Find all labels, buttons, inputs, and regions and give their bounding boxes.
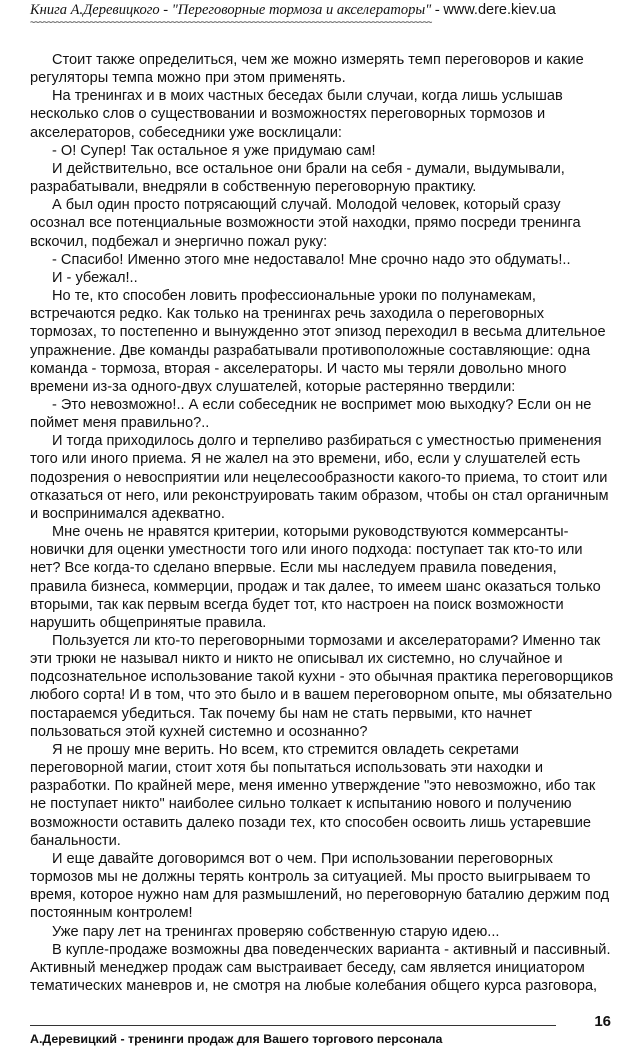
text-line: тормозах, то постепенно и вынужденно этот эпизод переходил в весьма длительное (30, 324, 606, 341)
text-line: подозрения о невосприятии или нецелесообразности какого-то приема, то стоит или (30, 469, 608, 486)
text-line: Пользуется ли кто-то переговорными тормозами и акселераторами? Именно так (52, 633, 601, 649)
text-line: подсознательное использование такой кухни - это обычная практика переговорщиков (30, 669, 614, 686)
text-line: правила бизнеса, коммерции, продаж и так далее, то имеем шанс оказаться только (30, 578, 601, 595)
text-line: банальности. (30, 832, 121, 849)
text-line: Стоит также определиться, чем же можно измерять темп переговоров и какие (52, 52, 584, 68)
text-line: тормозов мы не должны терять контроль за ситуацией. Мы просто выигрываем то (30, 869, 591, 886)
text-line: - Это невозможно!.. А если собеседник не воспримет мою выходку? Если он не (52, 396, 592, 413)
text-line: постараемся убедиться. Так почему бы нам не стать первыми, кто начнет (30, 705, 533, 722)
text-line: команда - тормоза, вторая - акселераторы. И часто мы теряли довольно много (30, 360, 567, 377)
text-line: Мне очень не нравятся критерии, которыми руководствуются коммерсанты- (52, 524, 569, 541)
text-line: И действительно, все остальное они брали на себя - думали, выдумывали, (52, 160, 565, 177)
text-line: несколько слов о существовании и возможностях переговорных тормозов и (30, 106, 546, 123)
text-line: того или иного приема. Я не жалел на это времени, ибо, если у слушателей есть (30, 451, 581, 468)
page-footer: А.Деревицкий - тренинги продаж для Вашего торгового персонала (30, 1032, 443, 1046)
text-line: В купле-продаже возможны два поведенческих варианта - активный и пассивный. (52, 941, 611, 958)
text-line: разработки. По крайней мере, меня именно утверждение "это невозможно, ибо так (30, 778, 596, 795)
text-line: эти трюки не называл никто и никто не описывал их системно, но случайное и (30, 651, 563, 668)
text-line: любого сорта! И в том, что это было и в вашем переговорном опыте, мы обязательно (30, 687, 613, 704)
text-line: время, которое нужно нам для размышлений, но переговорную баталию держим под (30, 887, 610, 904)
text-line: вторыми, так как первым всегда будет тот, кто настроен на поиск возможности (30, 596, 564, 613)
text-line: не поступает никто" наиболее сильно толкает к испытанию нового и получению (30, 796, 572, 813)
text-line: И еще давайте договоримся вот о чем. При использовании переговорных (52, 850, 553, 867)
text-line: постоянным контролем! (30, 905, 193, 922)
text-line: переговорной магии, стоит хотя бы попытаться использовать эти находки и (30, 760, 544, 777)
text-line: упражнение. Две команды разрабатывали противоположные составляющие: одна (30, 342, 591, 359)
text-line: разрабатывали, внедряли в собственную переговорную практику. (30, 179, 477, 196)
text-line: встречаются редко. Как только на тренингах речь заходила о переговорных (30, 306, 545, 323)
text-line: акселераторов, собеседники уже восклицали: (30, 124, 342, 141)
text-line: нарушить общепринятые правила. (30, 614, 267, 631)
page-number: 16 (594, 1013, 611, 1030)
website-link[interactable]: www.dere.kiev.ua (443, 2, 556, 18)
text-line: времени из-за одного-двух слушателей, которые растерянно твердили: (30, 378, 516, 395)
text-line: Уже пару лет на тренингах проверяю собственную старую идею... (52, 923, 500, 940)
text-line: вскочил, подбежал и энергично пожал руку: (30, 233, 328, 250)
footer-rule (30, 1025, 556, 1026)
text-line: и воспринимался адекватно. (30, 505, 225, 522)
book-title: Книга А.Деревицкого - "Переговорные тормоза и акселераторы" - (30, 2, 444, 18)
text-line: пользоваться этой кухней системно и осознанно? (30, 723, 368, 740)
text-line: - О! Супер! Так остальное я уже придумаю сам! (52, 142, 376, 159)
text-line: возможности оставить далеко позади тех, кто способен освоить лишь устаревшие (30, 814, 591, 831)
text-line: Но те, кто способен ловить профессиональные уроки по полунамекам, (52, 288, 536, 305)
text-line: На тренингах и в моих частных беседах были случаи, когда лишь услышав (52, 88, 563, 105)
text-line: новички для оценки уместности того или иного подхода: поступает так кто-то или (30, 542, 583, 559)
text-line: И тогда приходилось долго и терпеливо разбираться с уместностью применения (52, 433, 602, 450)
text-line: отказаться от него, или реконструировать таким образом, чтобы он стал органичным (30, 487, 609, 504)
text-line: А был один просто потрясающий случай. Молодой человек, который сразу (52, 197, 561, 214)
text-line: И - убежал!.. (52, 269, 138, 286)
text-line: поймет меня правильно?.. (30, 415, 210, 432)
text-line: тематических маневров и, не смотря на любые колебания общего курса разговора, (30, 977, 598, 994)
body-text (30, 51, 616, 995)
text-line: - Спасибо! Именно этого мне недоставало! Мне срочно надо это обдумать!.. (52, 251, 571, 268)
text-line: регуляторы темпа можно при этом применять. (30, 70, 346, 87)
text-line: осознал все потенциальные возможности этой находки, прямо посреди тренинга (30, 215, 581, 232)
text-line: Я не прошу мне верить. Но всем, кто стремится овладеть секретами (52, 741, 519, 758)
text-line: Активный менеджер продаж сам выстраивает беседу, сам является инициатором (30, 959, 585, 976)
text-line: нет? Все когда-то сделано впервые. Если мы наследуем правила поведения, (30, 560, 557, 577)
header-tilde-rule: ~~~~~~~~~~~~~~~~~~~~~~~~~~~~~~~~~~~~~~~~~~~~~~~~~~~~~~~~~~~~~~~~~~~~~~~~~~~~~~~~~~~~~~~~~~~~~~ (30, 18, 432, 28)
